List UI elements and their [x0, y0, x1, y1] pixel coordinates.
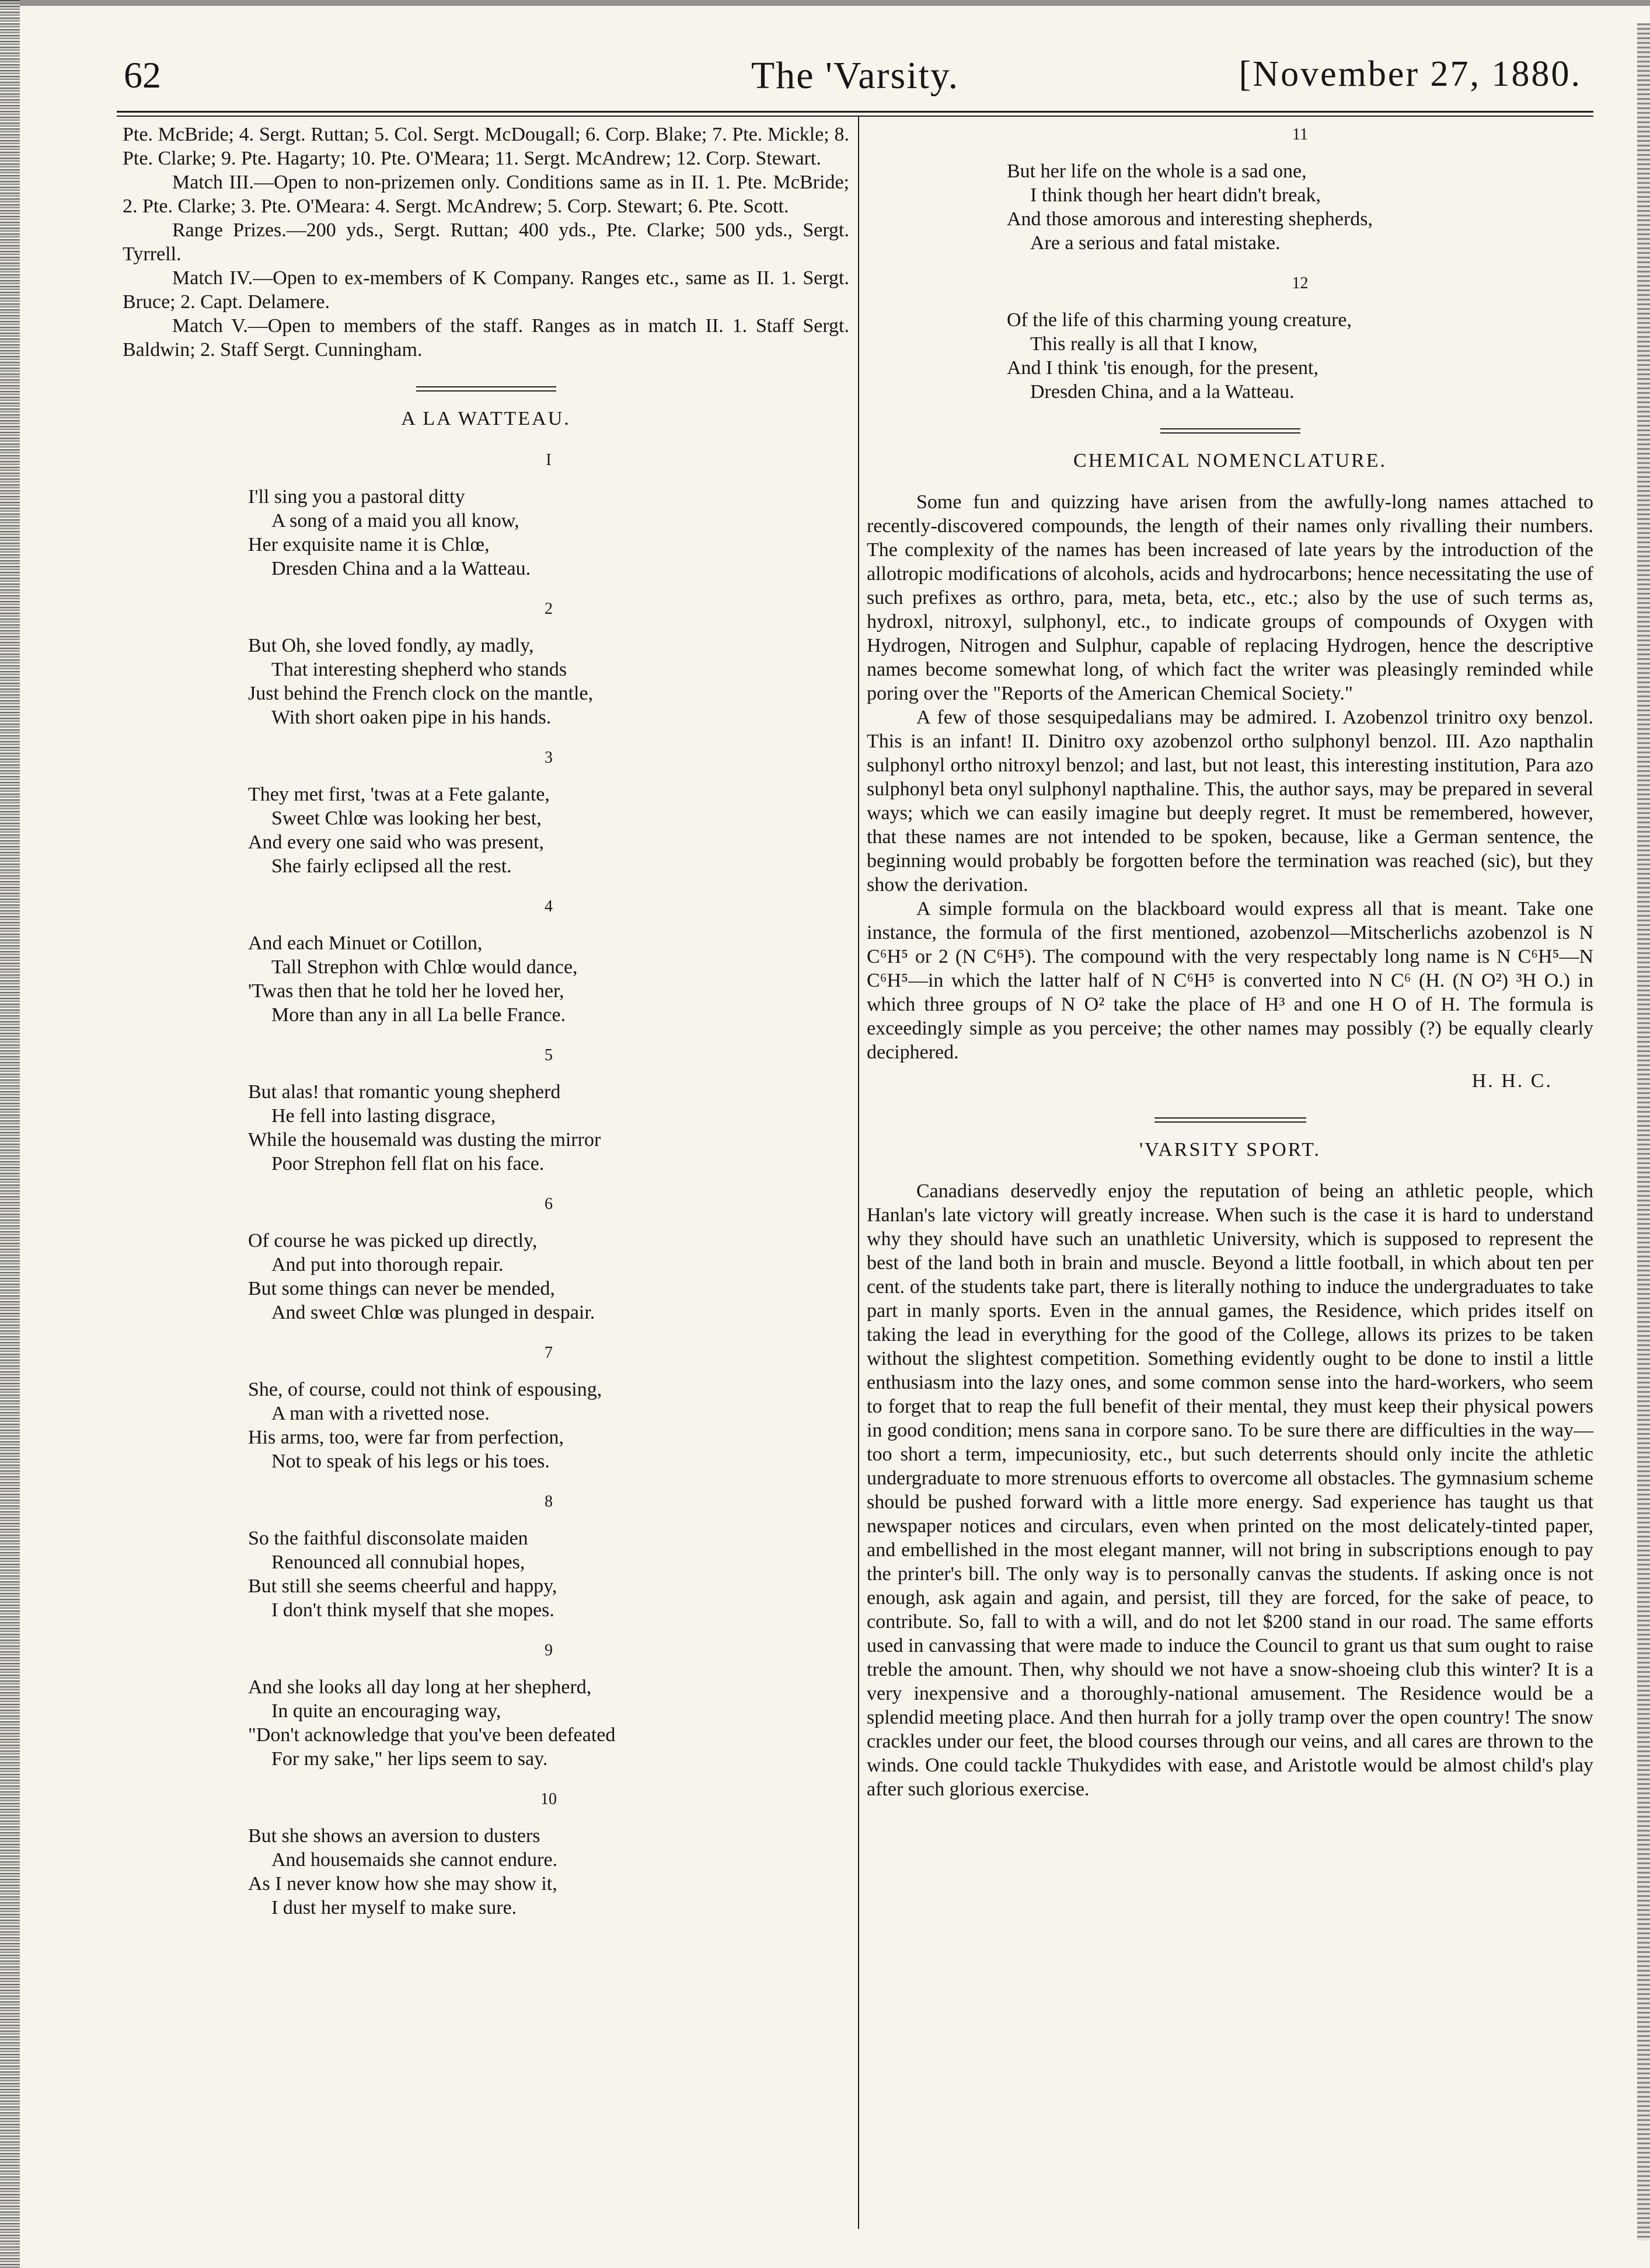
- poem-line: This really is all that I know,: [1030, 333, 1258, 355]
- stanza: [1007, 271, 1593, 404]
- stanza-number: 11: [1292, 125, 1308, 144]
- poem-line: But alas! that romantic young shepherd: [248, 1081, 561, 1103]
- section-separator: [1160, 428, 1300, 434]
- page-right-edge: [1637, 23, 1650, 2241]
- stanza-number: 12: [1292, 274, 1309, 292]
- stanza: [248, 597, 849, 729]
- poem-line: 'Twas then that he told her he loved her,: [248, 980, 564, 1002]
- stanza: [248, 1787, 849, 1920]
- poem-line: More than any in all La belle France.: [271, 1004, 566, 1026]
- stanza: [248, 448, 849, 581]
- stanza: [248, 1043, 849, 1176]
- poem-line: So the faithful disconsolate maiden: [248, 1528, 528, 1549]
- section-separator: [416, 386, 556, 392]
- poem-line: But still she seems cheerful and happy,: [248, 1575, 557, 1597]
- stanza-number: 10: [540, 1790, 557, 1808]
- poem-line: Dresden China, and a la Watteau.: [1030, 381, 1295, 403]
- poem-line: In quite an encouraging way,: [271, 1700, 501, 1722]
- poem-line: And she looks all day long at her shepherd,: [248, 1676, 592, 1698]
- range-prizes: Range Prizes.—200 yds., Sergt. Ruttan; 400 yds., Pte. Clarke; 500 yds., Sergt. Tyrrell.: [123, 219, 849, 265]
- article-title: 'VARSITY SPORT.: [1139, 1139, 1321, 1161]
- stanza-number: 8: [545, 1493, 553, 1511]
- columns: [117, 117, 1593, 2229]
- poem-line: But her life on the whole is a sad one,: [1007, 160, 1307, 182]
- binding-edge: [0, 0, 20, 2268]
- stanza: [248, 746, 849, 878]
- stanza-number: 9: [545, 1641, 553, 1659]
- poem-line: He fell into lasting disgrace,: [271, 1105, 496, 1127]
- poem-line: They met first, 'twas at a Fete galante,: [248, 784, 550, 805]
- page-top-edge: [0, 0, 1650, 6]
- poem-line: A man with a rivetted nose.: [271, 1403, 490, 1424]
- poem-line: Dresden China and a la Watteau.: [271, 558, 531, 579]
- issue-date: [November 27, 1880.: [1239, 54, 1582, 94]
- poem-line: She fairly eclipsed all the rest.: [271, 855, 512, 877]
- poem-line: While the housemald was dusting the mirror: [248, 1129, 601, 1151]
- poem-body: [248, 448, 849, 1920]
- poem-line: Poor Strephon fell flat on his face.: [271, 1153, 545, 1175]
- poem-line: Renounced all connubial hopes,: [271, 1551, 525, 1573]
- poem-line: I think though her heart didn't break,: [1030, 184, 1321, 206]
- stanza: [1007, 123, 1593, 255]
- author-signature: H. H. C.: [1471, 1070, 1553, 1092]
- poem-title: A LA WATTEAU.: [401, 408, 571, 429]
- poem-line: Just behind the French clock on the mantle,: [248, 683, 594, 704]
- poem-line: Sweet Chlœ was looking her best,: [271, 808, 542, 829]
- publication-title: The 'Varsity.: [751, 54, 960, 97]
- stanza: [248, 1638, 849, 1771]
- stanza-number: 2: [545, 600, 553, 618]
- poem-line: A song of a maid you all know,: [271, 510, 519, 532]
- stanza-number: 3: [545, 749, 553, 767]
- article-paragraph: A simple formula on the blackboard would express all that is meant. Take one instance, the formula of the first mentioned, azobenzol—Mitscherlichs azobenzol is N C⁶H⁵ or 2 (N C⁶H⁵). The compound with the very respectably long name is N C⁶H⁵—N C⁶H⁵—in which the latter half of N C⁶H⁵ is converted into N C⁶ (H. (N O²) ³H O.) in which three groups of N O² take the place of H³ and one H O of H. The formula is exceedingly simple as you perceive; the other names may possibly (?) be equally clearly deciphered.: [867, 898, 1593, 1063]
- poem-line: I'll sing you a pastoral ditty: [248, 486, 465, 508]
- match-five: Match V.—Open to members of the staff. Ranges as in match II. 1. Staff Sergt. Baldwin; 2. Staff Sergt. Cunningham.: [123, 315, 849, 361]
- stanza: [248, 894, 849, 1027]
- newspaper-page: [117, 41, 1593, 2229]
- poem-line: Her exquisite name it is Chlœ,: [248, 534, 490, 555]
- masthead: [117, 41, 1593, 111]
- poem-line: Of the life of this charming young creature,: [1007, 309, 1352, 331]
- poem-line: And every one said who was present,: [248, 831, 545, 853]
- poem-continuation: [1007, 123, 1593, 404]
- article-paragraph: A few of those sesquipedalians may be admired. I. Azobenzol trinitro oxy benzol. This is an infant! II. Dinitro oxy azobenzol ortho sulphonyl benzol. III. Azo napthalin sulphonyl ortho nitroxyl benzol; and last, but not least, this interesting institution, Para azo sulphonyl beta onyl sulphonyl napthaline. This, the author says, may be prepared in several ways; which we can easily imagine but deeply regret. It must be remembered, however, that these names are not intended to be spoken, because, like a German sentence, the beginning would probably be forgotten before the termination was reached (sic), but they show the derivation.: [867, 707, 1593, 896]
- poem-line: And I think 'tis enough, for the present,: [1007, 357, 1318, 379]
- poem-line: I dust her myself to make sure.: [271, 1897, 517, 1918]
- poem-line: And housemaids she cannot endure.: [271, 1849, 558, 1871]
- stanza-number: 4: [545, 897, 553, 915]
- rifle-match-results: Pte. McBride; 4. Sergt. Ruttan; 5. Col. Sergt. McDougall; 6. Corp. Blake; 7. Pte. Mickle; 8. Pte. Clarke; 9. Pte. Hagarty; 10. Pte. O'Meara; 11. Sergt. McAndrew; 12. Corp. Stewart.: [123, 124, 849, 169]
- stanza-number: I: [546, 451, 552, 469]
- poem-line: "Don't acknowledge that you've been defeated: [248, 1724, 616, 1746]
- article-paragraph: Some fun and quizzing have arisen from the awfully-long names attached to recently-discovered compounds, the length of their names only rivalling their numbers. The complexity of the names has been increased of late years by the introduction of the allotropic modifications of alcohols, acids and hydrocarbons; hence necessitating the use of such prefixes as orthro, para, meta, beta, etc., etc.; also by the use of such terms as, hydroxl, nitroxyl, sulphonyl, etc., to indicate groups of compounds of Oxygen with Hydrogen, Nitrogen and Sulphur, capable of replacing Hydrogen, hence the descriptive names become somewhat long, of which fact the writer was pleasingly reminded while poring over the "Reports of the American Chemical Society.": [867, 491, 1593, 704]
- article-title: CHEMICAL NOMENCLATURE.: [1073, 450, 1387, 471]
- poem-line: But she shows an aversion to dusters: [248, 1825, 540, 1847]
- poem-line: With short oaken pipe in his hands.: [271, 707, 552, 728]
- poem-line: His arms, too, were far from perfection,: [248, 1427, 564, 1448]
- poem-line: And sweet Chlœ was plunged in despair.: [271, 1302, 595, 1323]
- poem-line: Of course he was picked up directly,: [248, 1230, 538, 1252]
- poem-line: Are a serious and fatal mistake.: [1030, 232, 1281, 254]
- left-column: [123, 123, 849, 1936]
- match-three: Match III.—Open to non-prizemen only. Conditions same as in II. 1. Pte. McBride; 2. Pte. Clarke; 3. Pte. O'Meara: 4. Sergt. McAndrew; 5. Corp. Stewart; 6. Pte. Scott.: [123, 172, 849, 217]
- right-column: [867, 123, 1593, 1801]
- stanza-number: 6: [545, 1195, 553, 1213]
- poem-line: But some things can never be mended,: [248, 1278, 555, 1299]
- poem-line: Not to speak of his legs or his toes.: [271, 1451, 550, 1472]
- masthead-rule: [117, 111, 1593, 117]
- section-separator: [1154, 1117, 1306, 1123]
- poem-line: I don't think myself that she mopes.: [271, 1599, 554, 1621]
- poem-line: But Oh, she loved fondly, ay madly,: [248, 635, 534, 656]
- stanza-number: 5: [545, 1046, 553, 1064]
- poem-line: For my sake," her lips seem to say.: [271, 1748, 548, 1770]
- poem-line: That interesting shepherd who stands: [271, 659, 567, 680]
- article-paragraph: Canadians deservedly enjoy the reputation of being an athletic people, which Hanlan's late victory will greatly increase. When such is the case it is hard to understand why they should have such an unathletic University, which is supposed to represent the best of the land both in brain and muscle. Beyond a little football, in which about ten per cent. of the students take part, there is literally nothing to induce the undergraduates to take part in manly sports. Even in the annual games, the Residence, which prides itself on taking the lead in everything for the good of the College, allows its prizes to be taken without the slightest competition. Something evidently ought to be done to instil a little enthusiasm into the lazy ones, and some common sense into the hard-workers, who seem to forget that to reap the full benefit of their mental, they must keep their physical powers in good condition; mens sana in corpore sano. To be sure there are difficulties in the way—too short a term, impecuniosity, etc., but such deterrents should only incite the athletic undergraduate to more strenuous efforts to overcome all obstacles. The gymnasium scheme should be pushed forward with a little more energy. Sad experience has taught us that newspaper notices and circulars, even when printed on the most delicately-tinted paper, and embellished in the most elegant manner, will not bring in subscriptions enough to pay the printer's bill. The only way is to personally canvas the students. If asking once is not enough, ask again and again, and persist, till they are forced, for the sake of peace, to contribute. So, fall to with a will, and do not let $200 stand in our road. The same efforts used in canvassing that were made to induce the Council to grant us that sum ought to raise treble the amount. Then, why should we not have a snow-shoeing club this winter? It is a very inexpensive and a thoroughly-national amusement. The Residence would be a splendid meeting place. And then hurrah for a jolly tramp over the open country! The snow crackles under our feet, the blood courses through our veins, and all cares are thrown to the winds. One could tackle Thukydides with ease, and Aristotle would be almost child's play after such glorious exercise.: [867, 1180, 1593, 1800]
- poem-line: And those amorous and interesting shepherds,: [1007, 208, 1373, 230]
- poem-line: As I never know how she may show it,: [248, 1873, 557, 1895]
- stanza: [248, 1490, 849, 1622]
- stanza-number: 7: [545, 1344, 553, 1362]
- poem-line: And put into thorough repair.: [271, 1254, 504, 1275]
- poem-line: And each Minuet or Cotillon,: [248, 932, 483, 954]
- stanza: [248, 1341, 849, 1473]
- poem-line: She, of course, could not think of espousing,: [248, 1379, 602, 1400]
- column-divider: [858, 117, 859, 2229]
- stanza: [248, 1192, 849, 1325]
- match-four: Match IV.—Open to ex-members of K Company. Ranges etc., same as II. 1. Sergt. Bruce; 2. Capt. Delamere.: [123, 267, 849, 313]
- page-number: 62: [124, 54, 161, 96]
- poem-line: Tall Strephon with Chlœ would dance,: [271, 956, 578, 978]
